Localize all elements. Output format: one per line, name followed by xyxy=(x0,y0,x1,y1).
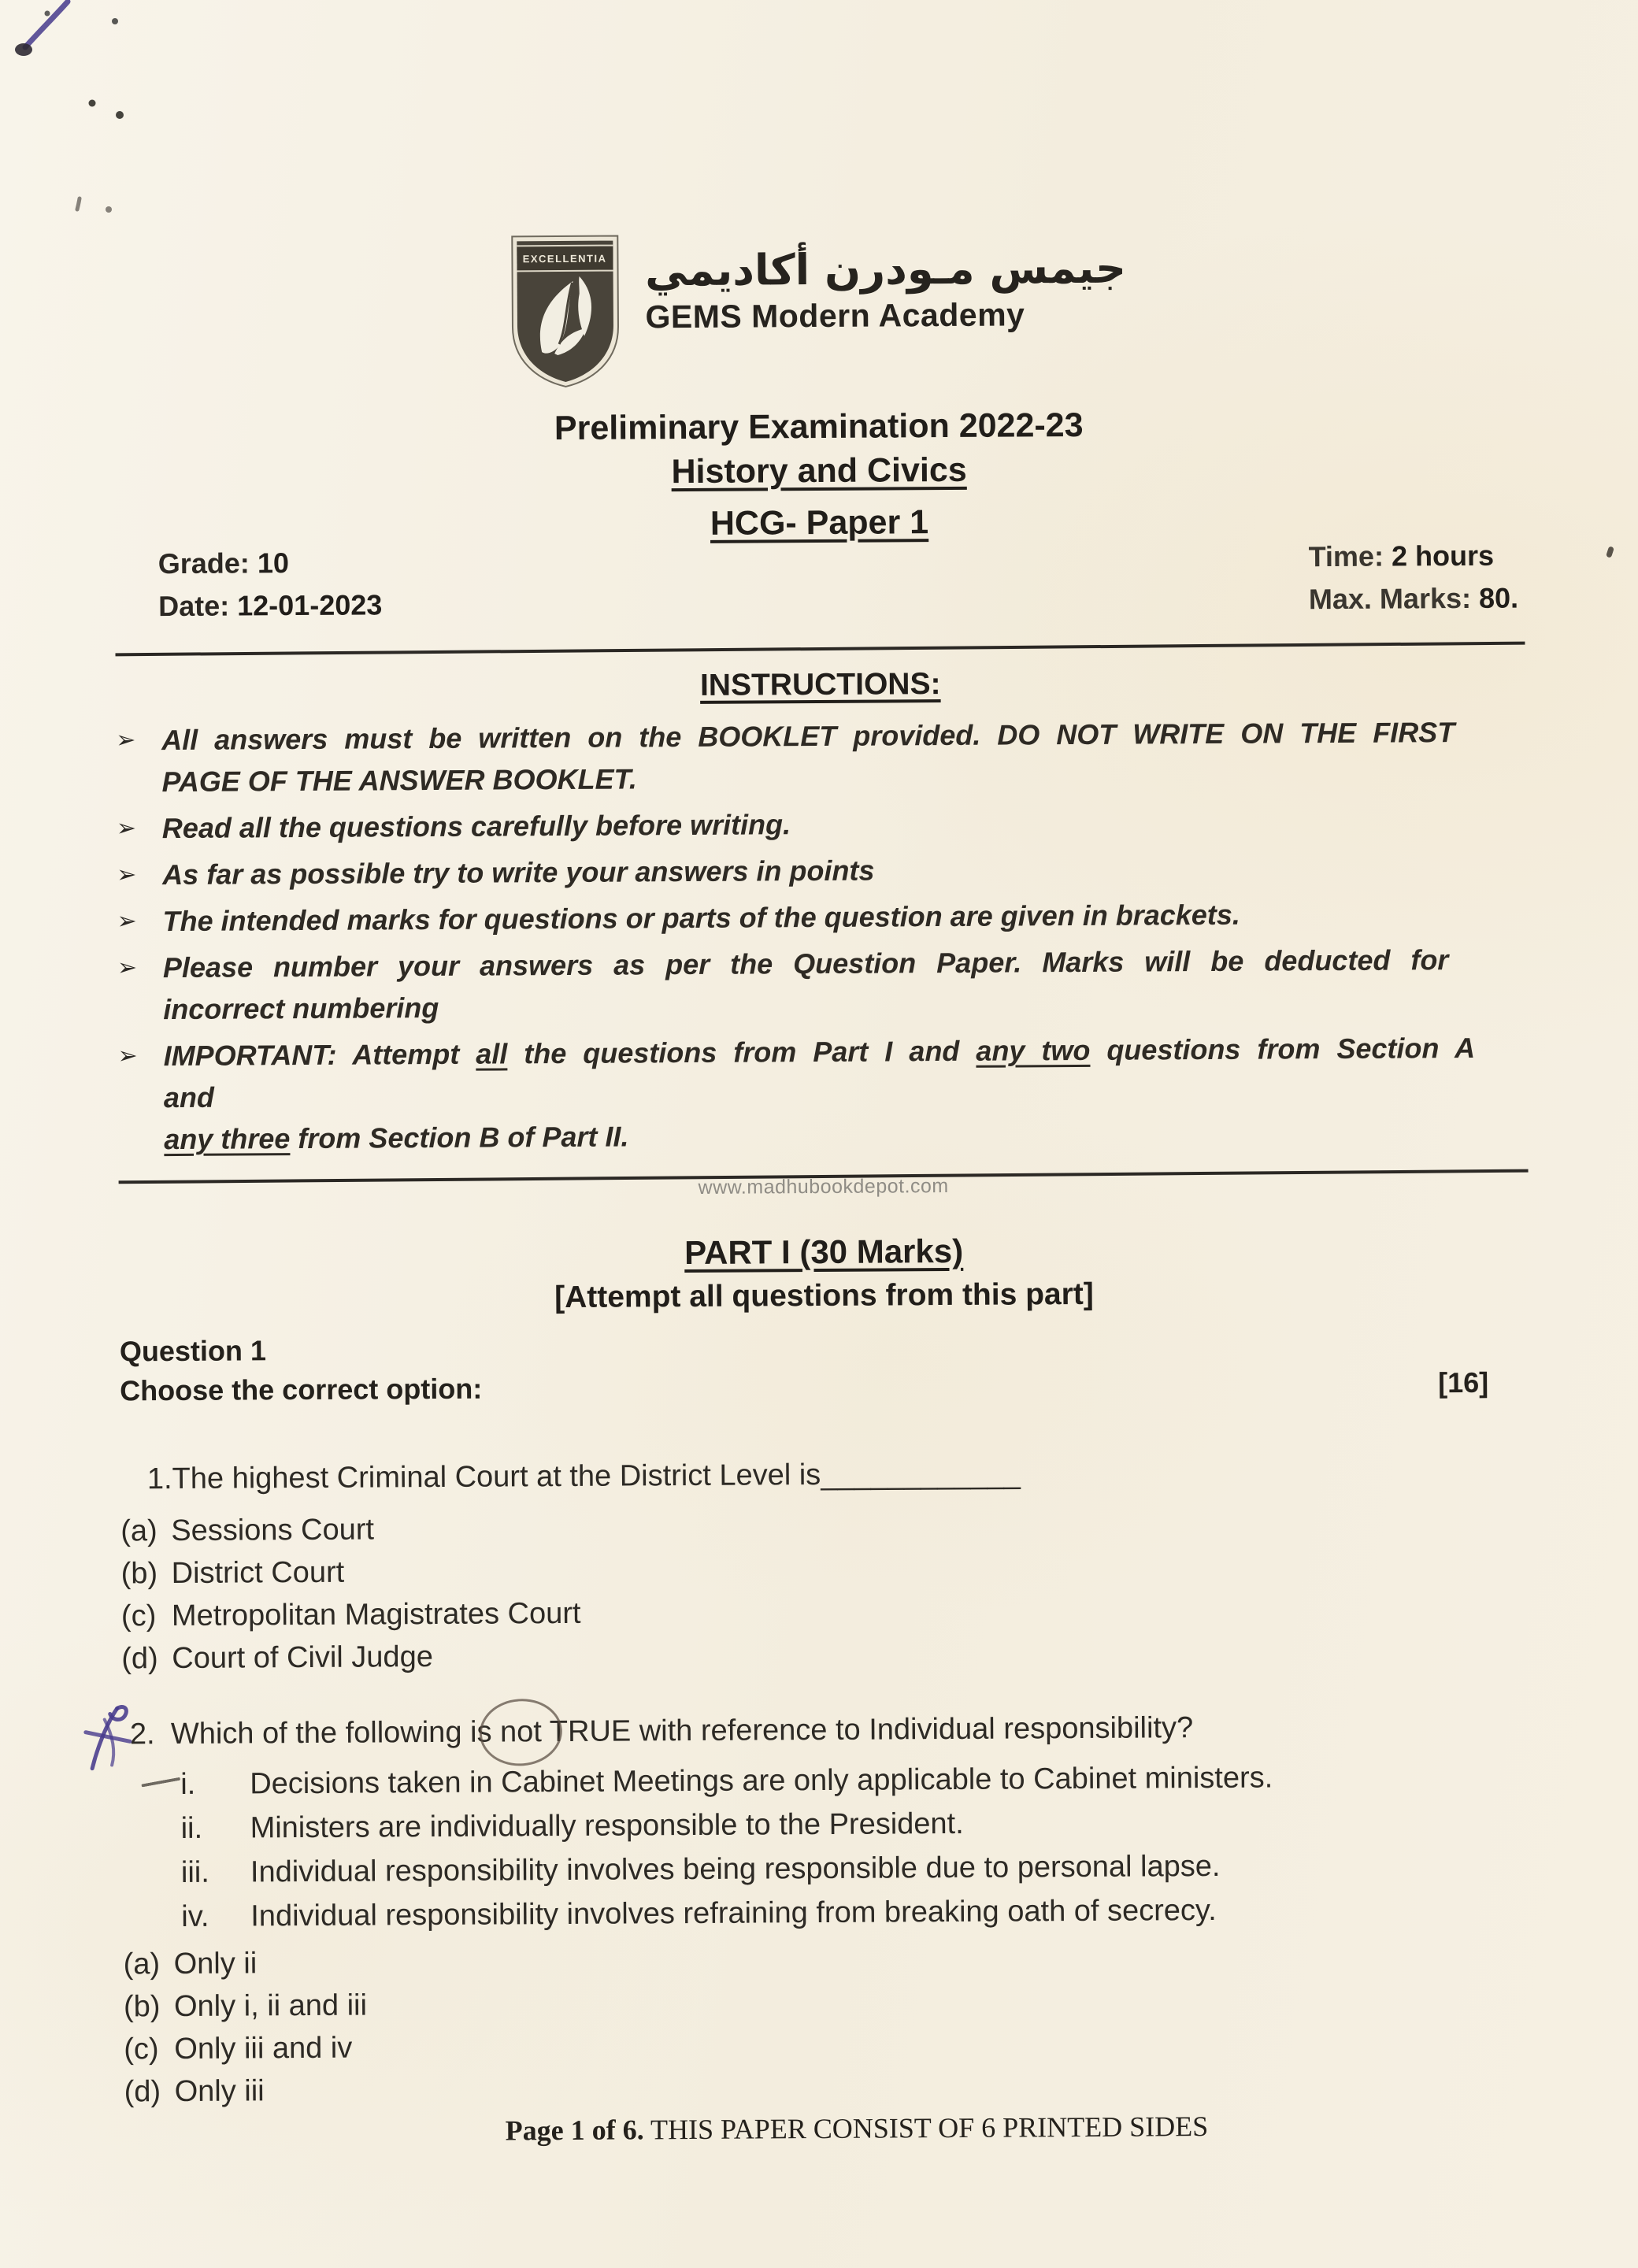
divider-top xyxy=(115,642,1525,657)
subitem-row: i. Decisions taken in Cabinet Meetings are only applicable to Cabinet ministers. xyxy=(122,1756,1532,1804)
date-value: 12-01-2023 xyxy=(237,588,383,622)
q2-text-before: Which of the following is xyxy=(170,1715,492,1751)
subitem-row: iii. Individual responsibility involves being responsible due to personal lapse. xyxy=(180,1849,1221,1889)
marks-badge: [16] xyxy=(1438,1366,1489,1399)
option-row: (a) Sessions Court xyxy=(120,1513,375,1548)
option-row: (c) Metropolitan Magistrates Court xyxy=(120,1596,581,1633)
grade-line xyxy=(158,541,383,585)
page-number: Page 1 of 6. xyxy=(505,2114,644,2147)
instruction-item: ➢ Read all the questions carefully before writing. xyxy=(117,799,1526,850)
grade-value: 10 xyxy=(257,547,290,580)
date-label: Date: xyxy=(158,589,230,623)
question1-directive: Choose the correct option: xyxy=(120,1372,483,1407)
marks-line xyxy=(1309,577,1518,621)
option-row: (b) District Court xyxy=(120,1555,345,1591)
date-line xyxy=(158,584,383,628)
instruction-item: ➢ Please number your answers as per the Question Paper. Marks will be deducted for incorrect numbering xyxy=(117,943,1449,1026)
pen-scribble xyxy=(0,0,173,236)
subitem-row: iv. Individual responsibility involves refraining from breaking oath of secrecy. xyxy=(181,1893,1217,1933)
q1-text: The highest Criminal Court at the District Level is xyxy=(172,1458,821,1496)
time-line xyxy=(1308,535,1518,579)
grade-label: Grade: xyxy=(158,547,250,580)
instruction-item: ➢ As far as possible try to write your answers in points xyxy=(117,846,1526,896)
footer-note: THIS PAPER CONSIST OF 6 PRINTED SIDES xyxy=(643,2110,1209,2146)
instructions-heading: INSTRUCTIONS: xyxy=(699,667,941,702)
instruction-item: ➢ All answers must be written on the BOOKLET provided. DO NOT WRITE ON THE FIRST PAGE OF THE ANSWER BOOKLET. xyxy=(116,716,1455,799)
part1-attempt-note: [Attempt all questions from this part] xyxy=(554,1277,1094,1315)
instruction-item-important: ➢ IMPORTANT: Attempt all the questions from Part I and any two questions from Section A and any three from Section B of Part II. xyxy=(117,1031,1474,1156)
crest-motto: EXCELLENTIA xyxy=(522,252,607,265)
page-footer xyxy=(124,2106,1534,2151)
instructions-list xyxy=(116,711,1528,1161)
arrow-bullet-icon: ➢ xyxy=(117,862,137,888)
pencil-dash xyxy=(141,1777,180,1788)
meta-right xyxy=(1308,535,1518,621)
arrow-bullet-icon: ➢ xyxy=(117,1043,138,1069)
arrow-bullet-icon: ➢ xyxy=(117,908,137,935)
time-value: 2 hours xyxy=(1391,539,1495,573)
q2-number: 2. xyxy=(129,1718,155,1751)
max-marks-value: 80. xyxy=(1478,581,1519,614)
school-header xyxy=(113,228,1523,398)
q2-options xyxy=(124,1936,1534,2111)
option-row: (b) Only i, ii and iii xyxy=(123,1988,368,2024)
subitem-row: ii. Ministers are individually responsible to the President. xyxy=(180,1807,964,1845)
title-block xyxy=(114,401,1525,558)
school-name-arabic: جيمس مـودرن أكاديمي xyxy=(644,243,1127,296)
option-row: (d) Only iii xyxy=(124,2074,265,2109)
question1-header xyxy=(120,1323,1530,1410)
school-name-english: GEMS Modern Academy xyxy=(645,296,1025,335)
instruction-item: ➢ The intended marks for questions or parts of the question are given in brackets. xyxy=(117,892,1526,943)
max-marks-label: Max. Marks: xyxy=(1308,581,1472,616)
q1-stem xyxy=(120,1451,1530,1499)
exam-subject: History and Civics xyxy=(671,450,967,491)
exam-title: Preliminary Examination 2022-23 xyxy=(554,406,1084,448)
question1-label: Question 1 xyxy=(119,1334,267,1368)
q2-circled-word: not xyxy=(500,1712,542,1751)
q1-number: 1. xyxy=(146,1462,172,1496)
option-row: (d) Court of Civil Judge xyxy=(121,1640,434,1676)
q2-text-after: TRUE with reference to Individual responsibility? xyxy=(549,1711,1194,1749)
time-label: Time: xyxy=(1308,539,1384,573)
option-row: (c) Only iii and iv xyxy=(124,2031,353,2066)
meta-left xyxy=(158,541,383,628)
pen-mark xyxy=(81,1702,145,1774)
school-crest-icon xyxy=(510,234,621,389)
arrow-bullet-icon: ➢ xyxy=(116,815,137,842)
q2-stem xyxy=(122,1706,1532,1754)
part1-heading: PART I (30 Marks) xyxy=(684,1232,964,1272)
answer-blank: ____________ xyxy=(821,1457,1021,1492)
q1-options xyxy=(120,1503,1531,1678)
arrow-bullet-icon: ➢ xyxy=(117,954,138,981)
q2-subitems xyxy=(122,1756,1532,1936)
watermark-text: www.madhubookdepot.com xyxy=(698,1174,949,1199)
option-row: (a) Only ii xyxy=(123,1947,258,1981)
school-names xyxy=(645,231,1127,336)
arrow-bullet-icon: ➢ xyxy=(116,727,136,754)
exam-paper-code: HCG- Paper 1 xyxy=(710,503,929,543)
